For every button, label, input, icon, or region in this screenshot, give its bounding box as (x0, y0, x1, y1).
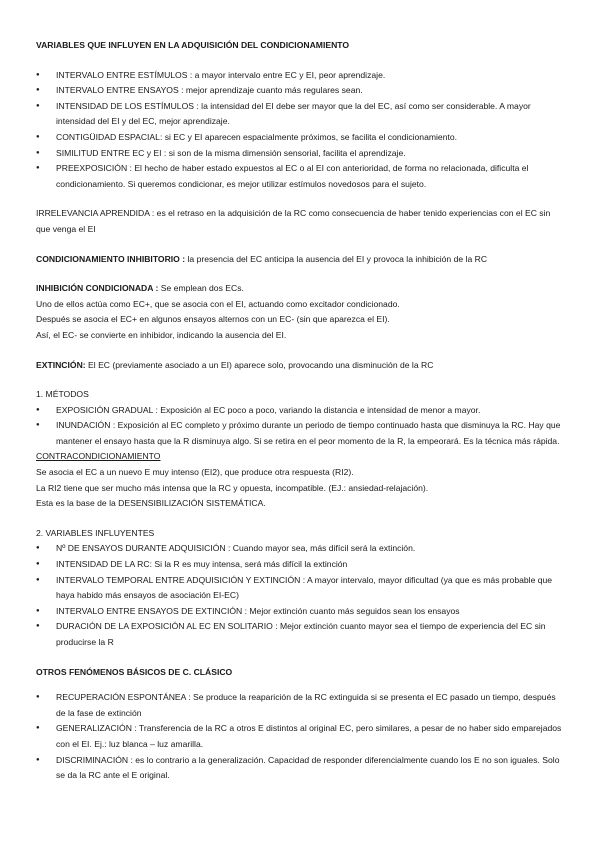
metodo-item: ● INUNDACIÓN : Exposición al EC completo y próximo durante un periodo de tiempo continuado hasta que disminuya la RC. Hay que mantener el ensayo hasta que la R disminuya algo. Si se retira en el peor momento de la R, la empeorará. Es la técnica más rápida. (36, 418, 564, 449)
inhibicion-label: INHIBICIÓN CONDICIONADA : (36, 283, 159, 294)
variable-influyente-item: ● INTERVALO ENTRE ENSAYOS DE EXTINCIÓN : Mejor extinción cuanto más seguidos sean los ensayos (36, 604, 564, 620)
variable-item: ● INTERVALO ENTRE ESTÍMULOS : a mayor intervalo entre EC y EI, peor aprendizaje. (36, 68, 564, 84)
variable-influyente-item: ● Nº DE ENSAYOS DURANTE ADQUISICIÓN : Cuando mayor sea, más difícil será la extinción. (36, 541, 564, 557)
condicionamiento-inhibitorio-label: CONDICIONAMIENTO INHIBITORIO : (36, 253, 186, 264)
variable-influyente-item: ● INTERVALO TEMPORAL ENTRE ADQUISICIÓN Y EXTINCIÓN : A mayor intervalo, mayor dificultad (ya que es más probable que haya habido más ensayos de asociación EI-EC) (36, 573, 564, 604)
variable-item: ● PREEXPOSICIÓN : El hecho de haber estado expuestos al EC o al EI con anterioridad, de forma no relacionada, dificulta el condicionamiento. Si queremos condicionar, es mejor utilizar estímulos novedosos para el sujeto. (36, 161, 564, 192)
variables-influyentes-list (36, 541, 564, 650)
document-title: VARIABLES QUE INFLUYEN EN LA ADQUISICIÓN DEL CONDICIONAMIENTO (36, 40, 350, 50)
extincion-text: El EC (previamente asociado a un EI) aparece solo, provocando una disminución de la RC (85, 359, 434, 370)
otros-heading: OTROS FENÓMENOS BÁSICOS DE C. CLÁSICO (36, 666, 233, 677)
condicionamiento-inhibitorio-text: la presencia del EC anticipa la ausencia del EI y provoca la inhibición de la RC (185, 253, 488, 264)
condicionamiento-inhibitorio-paragraph (36, 252, 564, 268)
variable-influyente-item: ● DURACIÓN DE LA EXPOSICIÓN AL EC EN SOLITARIO : Mejor extinción cuanto mayor sea el tiempo de experiencia del EC sin producirse la R (36, 619, 564, 650)
otros-item: ● RECUPERACIÓN ESPONTÁNEA : Se produce la reaparición de la RC extinguida si se presenta el EC pasado un tiempo, después de la fase de extinción (36, 690, 564, 721)
metodo-item: ● EXPOSICIÓN GRADUAL : Exposición al EC poco a poco, variando la distancia e intensidad de menor a mayor. (36, 403, 564, 419)
variable-item: ● INTERVALO ENTRE ENSAYOS : mejor aprendizaje cuanto más regulares sean. (36, 83, 564, 99)
extincion-paragraph (36, 358, 564, 374)
variable-item: ● CONTIGÜIDAD ESPACIAL: si EC y EI aparecen espacialmente próximos, se facilita el condicionamiento. (36, 130, 564, 146)
otros-list (36, 690, 564, 784)
variable-item: ● SIMILITUD ENTRE EC y EI : si son de la misma dimensión sensorial, facilita el aprendizaje. (36, 146, 564, 162)
irrelevancia-paragraph: IRRELEVANCIA APRENDIDA : es el retraso en la adquisición de la RC como consecuencia de haber tenido experiencias con el EC sin que venga el EI (36, 208, 551, 234)
extincion-label: EXTINCIÓN: (36, 359, 86, 370)
variable-item: ● INTENSIDAD DE LOS ESTÍMULOS : la intensidad del EI debe ser mayor que la del EC, así como ser considerable. A mayor intensidad del EI y del EC, mejor aprendizaje. (36, 99, 564, 130)
contracondicionamiento-line: Se asocia el EC a un nuevo E muy intenso (EI2), que produce otra respuesta (RI2). (36, 467, 354, 478)
variables-list (36, 68, 564, 193)
document-content (36, 38, 564, 784)
contracondicionamiento-heading: CONTRACONDICIONAMIENTO (36, 451, 161, 462)
otros-item: ● GENERALIZACIÓN : Transferencia de la RC a otros E distintos al original EC, pero similares, a pesar de no haber sido emparejados con el EI. Ej.: luz blanca – luz amarilla. (36, 721, 564, 752)
metodos-heading: 1. MÉTODOS (36, 389, 89, 400)
inhibicion-line: Así, el EC- se convierte en inhibidor, indicando la ausencia del EI. (36, 329, 287, 340)
contracondicionamiento-line: Esta es la base de la DESENSIBILIZACIÓN SISTEMÁTICA. (36, 498, 266, 509)
inhibicion-text: Se emplean dos ECs. (158, 283, 244, 294)
otros-item: ● DISCRIMINACIÓN : es lo contrario a la generalización. Capacidad de responder diferencialmente cuando los E no son iguales. Solo se da la RC ante el E original. (36, 753, 564, 784)
variables-influyentes-heading: 2. VARIABLES INFLUYENTES (36, 527, 155, 538)
inhibicion-paragraph (36, 281, 564, 297)
variable-influyente-item: ● INTENSIDAD DE LA RC: Si la R es muy intensa, será más difícil la extinción (36, 557, 564, 573)
contracondicionamiento-line: La RI2 tiene que ser mucho más intensa que la RC y opuesta, incompatible. (EJ.: ansiedad-relajación). (36, 482, 429, 493)
metodos-list (36, 403, 564, 450)
inhibicion-line: Después se asocia el EC+ en algunos ensayos alternos con un EC- (sin que aparezca el EI). (36, 314, 390, 325)
inhibicion-line: Uno de ellos actúa como EC+, que se asocia con el EI, actuando como excitador condicionado. (36, 298, 400, 309)
